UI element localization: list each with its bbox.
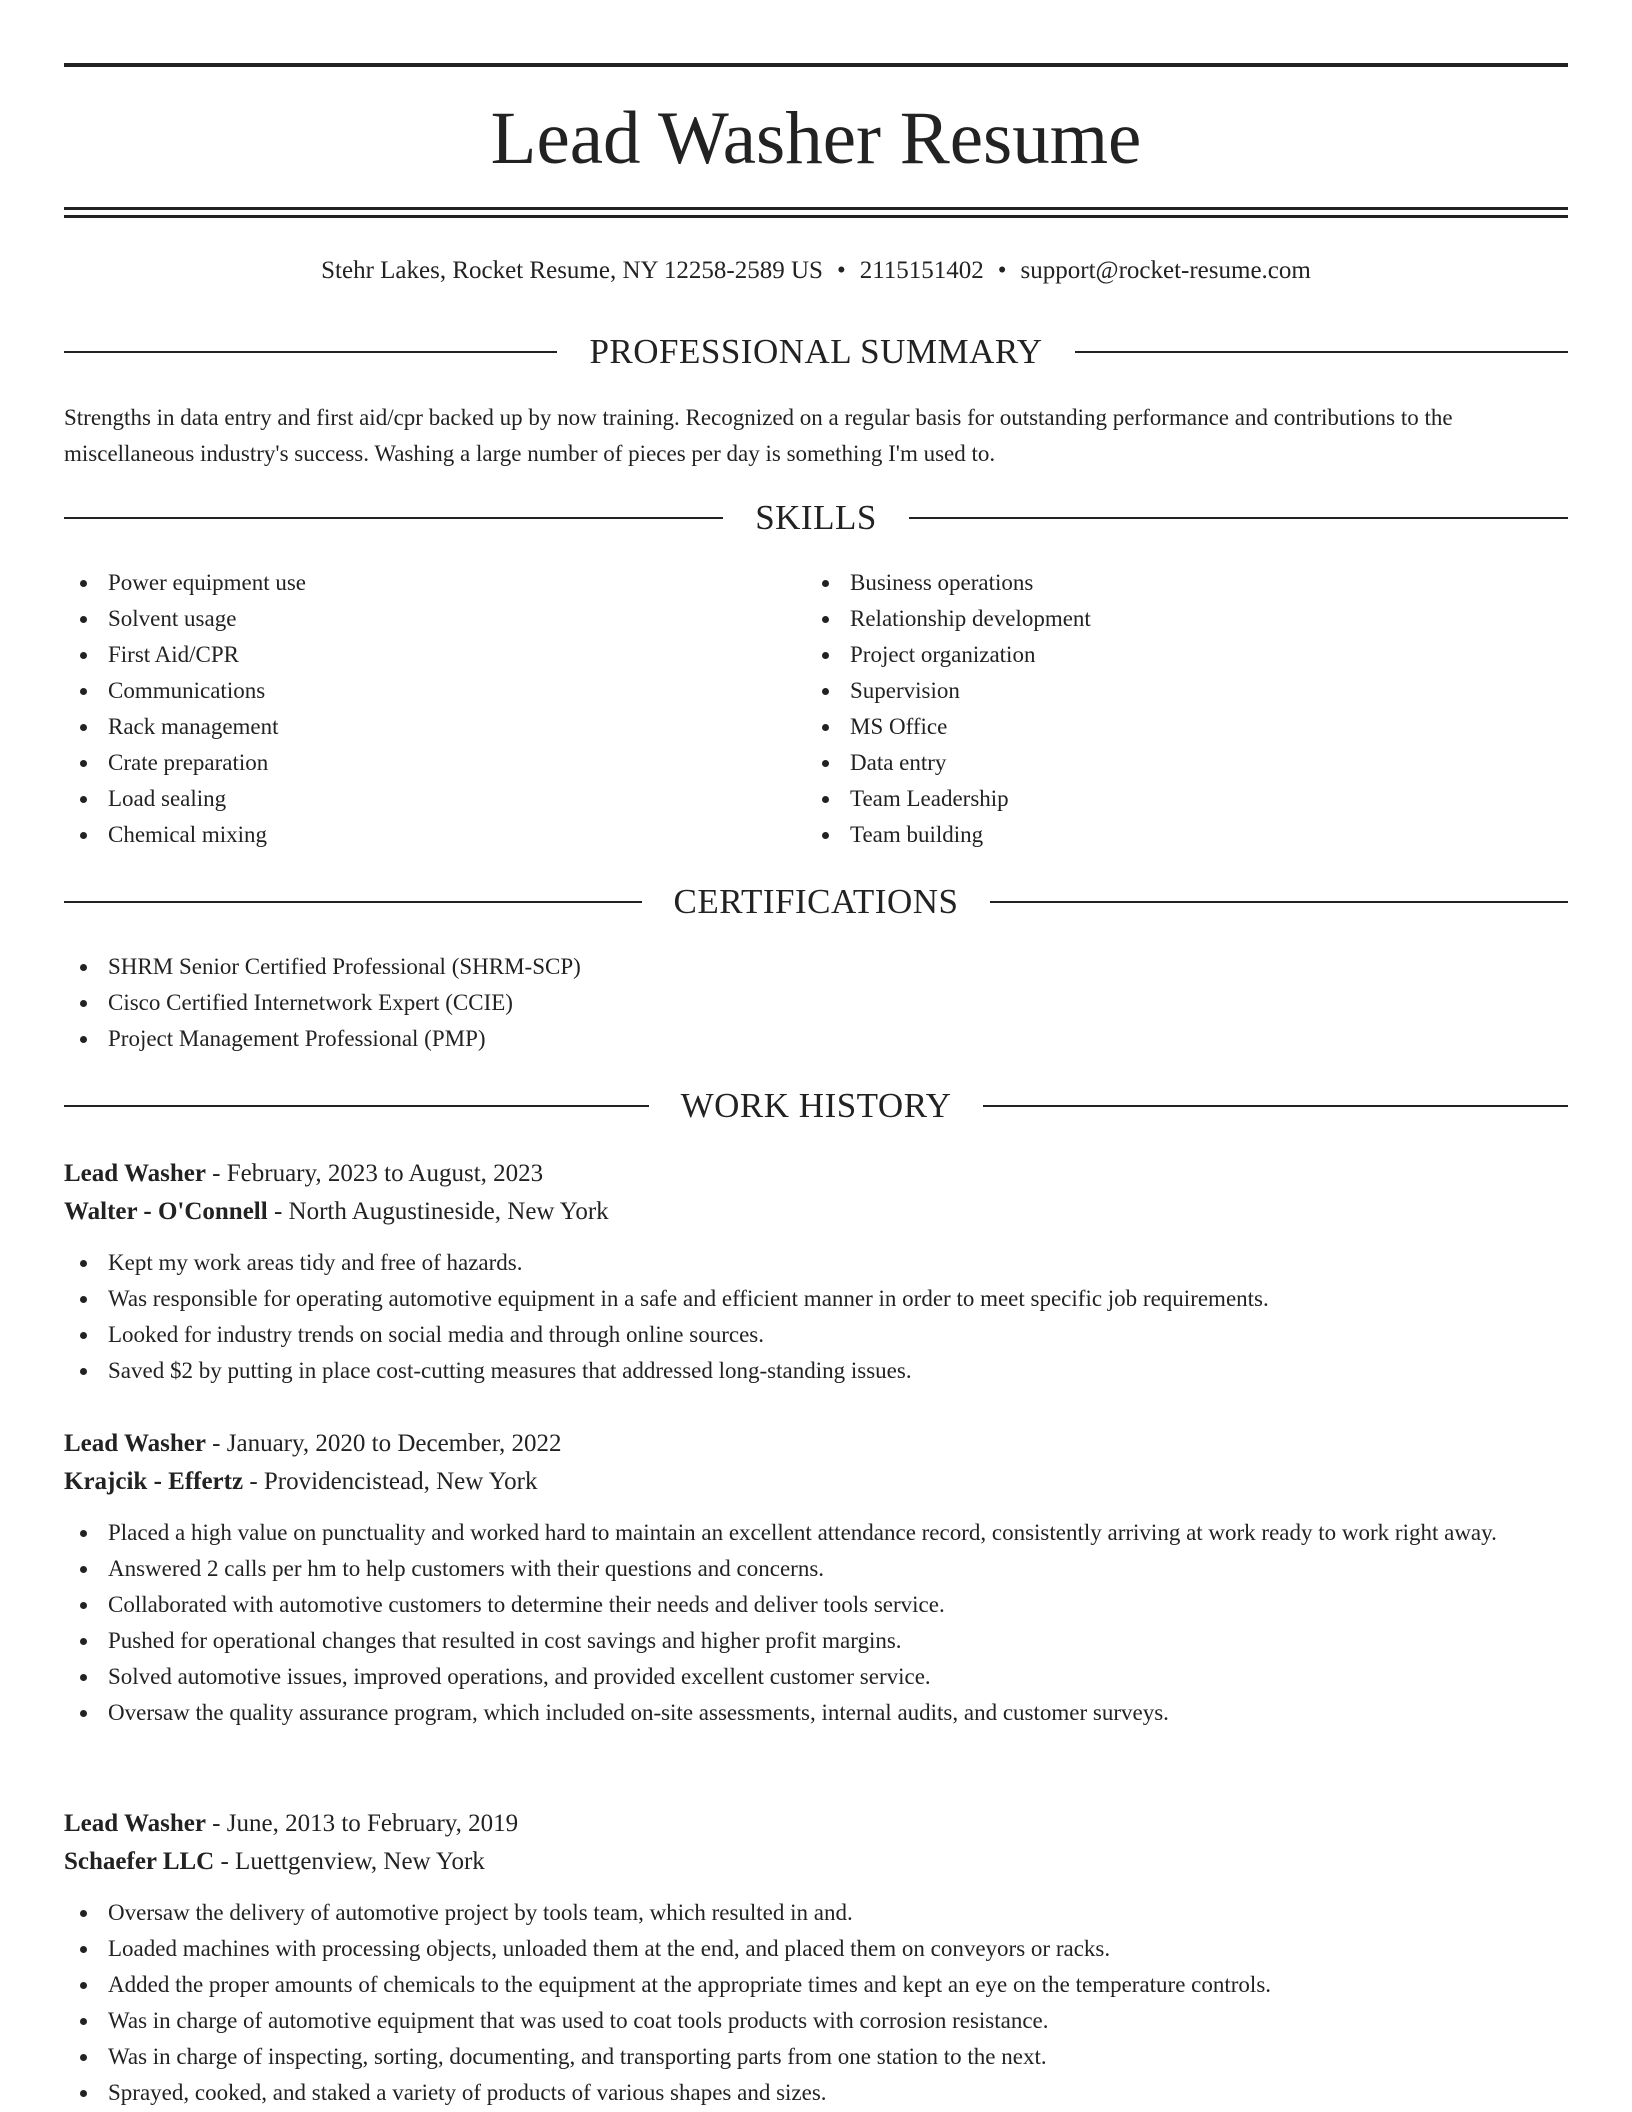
skill-item: Load sealing: [64, 781, 744, 817]
job-bullet: Solved automotive issues, improved operations, and provided excellent customer service.: [64, 1659, 1568, 1695]
contact-email: support@rocket-resume.com: [1020, 257, 1311, 284]
skill-item: Power equipment use: [64, 565, 744, 601]
skill-item: Chemical mixing: [64, 817, 744, 853]
skill-item: Relationship development: [806, 601, 1486, 637]
job-title-line: [64, 1425, 1568, 1463]
job-bullets: [64, 1245, 1568, 1389]
job-entry: [64, 1805, 1568, 2111]
job-title-line: [64, 1155, 1568, 1193]
job-bullet: Added the proper amounts of chemicals to the equipment at the appropriate times and kept an eye on the temperature controls.: [64, 1967, 1568, 2003]
certification-item: Project Management Professional (PMP): [64, 1021, 1568, 1057]
job-location: - Luettgenview, New York: [214, 1848, 485, 1875]
job-bullet: Was in charge of inspecting, sorting, documenting, and transporting parts from one station to the next.: [64, 2039, 1568, 2075]
job-bullet: Was responsible for operating automotive equipment in a safe and efficient manner in order to meet specific job requirements.: [64, 1281, 1568, 1317]
job-bullet: Kept my work areas tidy and free of hazards.: [64, 1245, 1568, 1281]
job-location: - Providencistead, New York: [243, 1468, 538, 1495]
contact-line: [64, 255, 1568, 287]
heading-rule: [1075, 351, 1568, 353]
skill-item: Supervision: [806, 673, 1486, 709]
skill-item: Rack management: [64, 709, 744, 745]
job-location: - North Augustineside, New York: [267, 1198, 609, 1225]
job-bullet: Answered 2 calls per hm to help customers with their questions and concerns.: [64, 1551, 1568, 1587]
work-history-heading-label: WORK HISTORY: [680, 1086, 952, 1125]
heading-rule: [64, 517, 723, 519]
job-bullet: Sprayed, cooked, and staked a variety of products of various shapes and sizes.: [64, 2075, 1568, 2111]
heading-rule: [64, 901, 642, 903]
job-bullet: Pushed for operational changes that resulted in cost savings and higher profit margins.: [64, 1623, 1568, 1659]
summary-heading-label: PROFESSIONAL SUMMARY: [589, 332, 1043, 371]
job-entry: [64, 1425, 1568, 1731]
certification-item: Cisco Certified Internetwork Expert (CCIE): [64, 985, 1568, 1021]
skill-item: First Aid/CPR: [64, 637, 744, 673]
job-bullet: Collaborated with automotive customers to determine their needs and deliver tools service.: [64, 1587, 1568, 1623]
job-bullet: Looked for industry trends on social media and through online sources.: [64, 1317, 1568, 1353]
heading-rule: [64, 1105, 649, 1107]
page-title: Lead Washer Resume: [490, 97, 1142, 180]
contact-phone: 2115151402: [859, 257, 984, 284]
heading-rule: [909, 517, 1568, 519]
certifications-heading: [64, 882, 1568, 922]
skill-item: Communications: [64, 673, 744, 709]
contact-separator: •: [997, 257, 1007, 284]
job-bullet: Oversaw the quality assurance program, which included on-site assessments, internal audits, and customer surveys.: [64, 1695, 1568, 1731]
job-company-line: [64, 1193, 1568, 1231]
job-bullet: Oversaw the delivery of automotive project by tools team, which resulted in and.: [64, 1895, 1568, 1931]
job-title-line: [64, 1805, 1568, 1843]
skills-list-left: [64, 565, 744, 853]
job-company: Walter - O'Connell: [64, 1198, 268, 1225]
job-bullet: Loaded machines with processing objects, unloaded them at the end, and placed them on conveyors or racks.: [64, 1931, 1568, 1967]
skill-item: Data entry: [806, 745, 1486, 781]
certifications-heading-label: CERTIFICATIONS: [673, 882, 959, 921]
job-entry: [64, 1155, 1568, 1389]
skill-item: MS Office: [806, 709, 1486, 745]
summary-text: Strengths in data entry and first aid/cpr backed up by now training. Recognized on a regular basis for outstanding performance and contributions to the miscellaneous industry's success. Washing a large number of pieces per day is something I'm used to.: [64, 405, 1453, 466]
job-company-line: [64, 1843, 1568, 1881]
certification-item: SHRM Senior Certified Professional (SHRM-SCP): [64, 949, 1568, 985]
job-company-line: [64, 1463, 1568, 1501]
job-dates: - February, 2023 to August, 2023: [205, 1160, 544, 1187]
skills-heading-label: SKILLS: [755, 498, 877, 537]
skill-item: Crate preparation: [64, 745, 744, 781]
heading-rule: [64, 351, 557, 353]
skills-heading: [64, 498, 1568, 538]
contact-separator: •: [836, 257, 846, 284]
skills-list-right: [806, 565, 1486, 853]
job-company: Krajcik - Effertz: [64, 1468, 244, 1495]
skill-item: Team Leadership: [806, 781, 1486, 817]
job-title: Lead Washer: [64, 1430, 206, 1457]
skill-item: Solvent usage: [64, 601, 744, 637]
job-title: Lead Washer: [64, 1160, 206, 1187]
heading-rule: [983, 1105, 1568, 1107]
job-title: Lead Washer: [64, 1810, 206, 1837]
certifications-list: [64, 949, 1568, 1057]
top-rule: [64, 63, 1568, 67]
job-bullet: Was in charge of automotive equipment that was used to coat tools products with corrosion resistance.: [64, 2003, 1568, 2039]
skill-item: Team building: [806, 817, 1486, 853]
job-bullets: [64, 1515, 1568, 1731]
job-company: Schaefer LLC: [64, 1848, 215, 1875]
title-double-rule: [64, 207, 1568, 218]
job-dates: - January, 2020 to December, 2022: [205, 1430, 562, 1457]
job-bullets: [64, 1895, 1568, 2111]
skill-item: Project organization: [806, 637, 1486, 673]
heading-rule: [990, 901, 1568, 903]
contact-address: Stehr Lakes, Rocket Resume, NY 12258-2589 US: [321, 257, 823, 284]
work-history-heading: [64, 1086, 1568, 1126]
summary-heading: [64, 332, 1568, 372]
skill-item: Business operations: [806, 565, 1486, 601]
job-dates: - June, 2013 to February, 2019: [205, 1810, 519, 1837]
job-bullet: Saved $2 by putting in place cost-cutting measures that addressed long-standing issues.: [64, 1353, 1568, 1389]
job-bullet: Placed a high value on punctuality and worked hard to maintain an excellent attendance record, consistently arriving at work ready to work right away.: [64, 1515, 1568, 1551]
